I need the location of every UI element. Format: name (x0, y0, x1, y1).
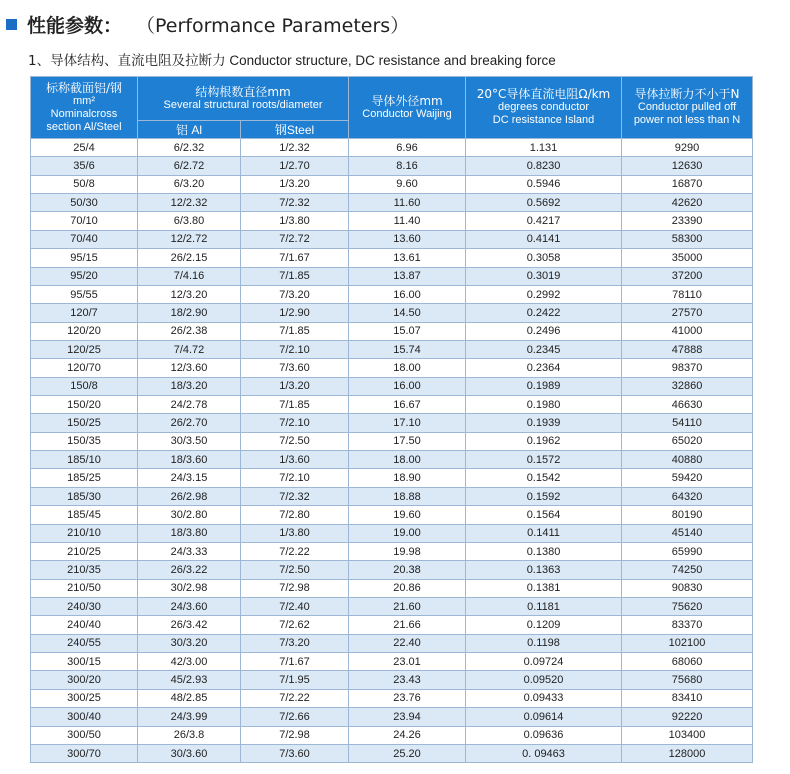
cell-dc-resistance: 0.1380 (466, 542, 622, 560)
cell-cross-section: 50/8 (31, 175, 138, 193)
cell-cross-section: 185/10 (31, 451, 138, 469)
cell-dc-resistance: 0.8230 (466, 157, 622, 175)
cell-breaking-force: 32860 (622, 377, 753, 395)
cell-steel-strands: 7/2.66 (241, 708, 349, 726)
header-breaking-force-en1: Conductor pulled off (637, 101, 737, 113)
cell-steel-strands: 1/3.60 (241, 451, 349, 469)
cell-al-strands: 30/3.50 (138, 432, 241, 450)
cell-outer-diameter: 16.00 (349, 285, 466, 303)
cell-breaking-force: 64320 (622, 487, 753, 505)
cell-breaking-force: 58300 (622, 230, 753, 248)
cell-cross-section: 150/20 (31, 396, 138, 414)
table-row (31, 340, 753, 358)
cell-breaking-force: 128000 (622, 744, 753, 762)
table-row (31, 487, 753, 505)
cell-steel-strands: 7/2.10 (241, 414, 349, 432)
cell-outer-diameter: 13.61 (349, 249, 466, 267)
title-chinese: 性能参数： (27, 14, 123, 37)
cell-outer-diameter: 19.60 (349, 506, 466, 524)
cell-steel-strands: 7/1.85 (241, 267, 349, 285)
cell-outer-diameter: 13.60 (349, 230, 466, 248)
cell-cross-section: 35/6 (31, 157, 138, 175)
cell-al-strands: 18/3.20 (138, 377, 241, 395)
cell-outer-diameter: 11.60 (349, 194, 466, 212)
cell-al-strands: 6/3.20 (138, 175, 241, 193)
header-structure-en: Several structural roots/diameter (163, 98, 323, 111)
cell-cross-section: 50/30 (31, 194, 138, 212)
header-structure-zh: 结构根数直径mm (195, 84, 291, 99)
cell-cross-section: 240/40 (31, 616, 138, 634)
cell-al-strands: 6/3.80 (138, 212, 241, 230)
cell-dc-resistance: 0.2992 (466, 285, 622, 303)
cell-dc-resistance: 0.4141 (466, 230, 622, 248)
cell-dc-resistance: 0.09614 (466, 708, 622, 726)
table-row (31, 653, 753, 671)
cell-outer-diameter: 25.20 (349, 744, 466, 762)
cell-cross-section: 120/20 (31, 322, 138, 340)
table-row (31, 414, 753, 432)
cell-dc-resistance: 0.1198 (466, 634, 622, 652)
cell-steel-strands: 7/2.22 (241, 542, 349, 560)
cell-outer-diameter: 23.43 (349, 671, 466, 689)
cell-dc-resistance: 0.1209 (466, 616, 622, 634)
header-breaking-force-zh: 导体拉断力不小于N (634, 87, 740, 101)
table-row (31, 542, 753, 560)
header-outer-diameter-zh: 导体外径mm (371, 93, 443, 108)
header-dc-resistance (466, 77, 622, 139)
table-row (31, 469, 753, 487)
cell-outer-diameter: 11.40 (349, 212, 466, 230)
cell-dc-resistance: 1.131 (466, 139, 622, 157)
cell-cross-section: 185/25 (31, 469, 138, 487)
cell-breaking-force: 46630 (622, 396, 753, 414)
cell-dc-resistance: 0.3058 (466, 249, 622, 267)
table-caption (28, 49, 556, 69)
cell-cross-section: 300/20 (31, 671, 138, 689)
table-row (31, 194, 753, 212)
section-title (6, 10, 409, 38)
cell-steel-strands: 7/2.50 (241, 561, 349, 579)
cell-cross-section: 210/35 (31, 561, 138, 579)
cell-al-strands: 18/2.90 (138, 304, 241, 322)
header-cross-section-en1: Nominalcross (50, 107, 118, 120)
cell-dc-resistance: 0.09636 (466, 726, 622, 744)
cell-al-strands: 12/2.72 (138, 230, 241, 248)
cell-steel-strands: 7/1.85 (241, 396, 349, 414)
cell-dc-resistance: 0.1592 (466, 487, 622, 505)
cell-cross-section: 210/50 (31, 579, 138, 597)
bullet-square-icon (6, 19, 17, 30)
cell-breaking-force: 9290 (622, 139, 753, 157)
cell-al-strands: 24/3.15 (138, 469, 241, 487)
cell-dc-resistance: 0.1572 (466, 451, 622, 469)
cell-outer-diameter: 15.74 (349, 340, 466, 358)
header-steel: 钢Steel (241, 121, 349, 139)
cell-outer-diameter: 20.86 (349, 579, 466, 597)
cell-dc-resistance: 0.1989 (466, 377, 622, 395)
cell-dc-resistance: 0.4217 (466, 212, 622, 230)
cell-breaking-force: 27570 (622, 304, 753, 322)
cell-cross-section: 300/50 (31, 726, 138, 744)
cell-dc-resistance: 0.1542 (466, 469, 622, 487)
cell-steel-strands: 7/3.60 (241, 744, 349, 762)
cell-cross-section: 150/8 (31, 377, 138, 395)
cell-steel-strands: 7/3.20 (241, 285, 349, 303)
cell-breaking-force: 75680 (622, 671, 753, 689)
cell-cross-section: 95/55 (31, 285, 138, 303)
cell-dc-resistance: 0.1181 (466, 597, 622, 615)
cell-breaking-force: 23390 (622, 212, 753, 230)
cell-al-strands: 26/2.98 (138, 487, 241, 505)
table-row (31, 506, 753, 524)
cell-steel-strands: 7/2.62 (241, 616, 349, 634)
cell-al-strands: 26/3.42 (138, 616, 241, 634)
header-aluminium: 铝 Al (138, 121, 241, 139)
cell-breaking-force: 47888 (622, 340, 753, 358)
cell-outer-diameter: 20.38 (349, 561, 466, 579)
cell-steel-strands: 7/2.10 (241, 469, 349, 487)
cell-cross-section: 150/35 (31, 432, 138, 450)
cell-breaking-force: 80190 (622, 506, 753, 524)
cell-dc-resistance: 0.2422 (466, 304, 622, 322)
cell-steel-strands: 7/1.85 (241, 322, 349, 340)
cell-breaking-force: 83410 (622, 689, 753, 707)
table-row (31, 432, 753, 450)
cell-al-strands: 30/3.60 (138, 744, 241, 762)
cell-cross-section: 185/30 (31, 487, 138, 505)
table-row (31, 726, 753, 744)
header-outer-diameter (349, 77, 466, 139)
cell-outer-diameter: 13.87 (349, 267, 466, 285)
cell-cross-section: 70/40 (31, 230, 138, 248)
title-english: （Performance Parameters） (136, 14, 410, 37)
cell-cross-section: 300/15 (31, 653, 138, 671)
cell-outer-diameter: 16.00 (349, 377, 466, 395)
cell-al-strands: 42/3.00 (138, 653, 241, 671)
cell-outer-diameter: 22.40 (349, 634, 466, 652)
cell-cross-section: 150/25 (31, 414, 138, 432)
cell-dc-resistance: 0.5946 (466, 175, 622, 193)
cell-dc-resistance: 0.09433 (466, 689, 622, 707)
cell-dc-resistance: 0.1980 (466, 396, 622, 414)
table-row (31, 359, 753, 377)
cell-outer-diameter: 18.90 (349, 469, 466, 487)
cell-cross-section: 25/4 (31, 139, 138, 157)
cell-steel-strands: 1/3.20 (241, 377, 349, 395)
cell-outer-diameter: 21.66 (349, 616, 466, 634)
cell-outer-diameter: 23.94 (349, 708, 466, 726)
cell-outer-diameter: 17.50 (349, 432, 466, 450)
cell-cross-section: 240/55 (31, 634, 138, 652)
table-row (31, 396, 753, 414)
cell-breaking-force: 83370 (622, 616, 753, 634)
cell-dc-resistance: 0.1564 (466, 506, 622, 524)
table-row (31, 597, 753, 615)
cell-dc-resistance: 0.1411 (466, 524, 622, 542)
table-row (31, 267, 753, 285)
cell-cross-section: 120/25 (31, 340, 138, 358)
cell-dc-resistance: 0.2496 (466, 322, 622, 340)
cell-breaking-force: 40880 (622, 451, 753, 469)
cell-outer-diameter: 8.16 (349, 157, 466, 175)
cell-cross-section: 95/20 (31, 267, 138, 285)
cell-outer-diameter: 19.00 (349, 524, 466, 542)
table-row (31, 157, 753, 175)
cell-breaking-force: 41000 (622, 322, 753, 340)
cell-outer-diameter: 19.98 (349, 542, 466, 560)
cell-al-strands: 12/3.20 (138, 285, 241, 303)
cell-steel-strands: 1/3.80 (241, 524, 349, 542)
header-breaking-force-en2: power not less than N (633, 114, 741, 126)
header-dc-resistance-zh: 20°C导体直流电阻Ω/km (476, 87, 611, 101)
cell-steel-strands: 7/2.32 (241, 194, 349, 212)
cell-dc-resistance: 0.5692 (466, 194, 622, 212)
cell-outer-diameter: 21.60 (349, 597, 466, 615)
cell-al-strands: 24/3.33 (138, 542, 241, 560)
cell-breaking-force: 92220 (622, 708, 753, 726)
cell-dc-resistance: 0.1939 (466, 414, 622, 432)
cell-dc-resistance: 0.09520 (466, 671, 622, 689)
header-cross-section-en2: section Al/Steel (46, 120, 122, 133)
cell-breaking-force: 42620 (622, 194, 753, 212)
table-row (31, 744, 753, 762)
cell-steel-strands: 7/1.95 (241, 671, 349, 689)
cell-dc-resistance: 0.1381 (466, 579, 622, 597)
cell-steel-strands: 1/2.70 (241, 157, 349, 175)
cell-steel-strands: 7/2.72 (241, 230, 349, 248)
cell-steel-strands: 1/3.20 (241, 175, 349, 193)
cell-steel-strands: 7/2.32 (241, 487, 349, 505)
table-body (31, 139, 753, 763)
cell-breaking-force: 16870 (622, 175, 753, 193)
cell-al-strands: 12/3.60 (138, 359, 241, 377)
cell-breaking-force: 37200 (622, 267, 753, 285)
cell-al-strands: 12/2.32 (138, 194, 241, 212)
cell-steel-strands: 1/2.90 (241, 304, 349, 322)
table-row (31, 377, 753, 395)
cell-outer-diameter: 6.96 (349, 139, 466, 157)
cell-dc-resistance: 0.2364 (466, 359, 622, 377)
cell-breaking-force: 102100 (622, 634, 753, 652)
table-row (31, 579, 753, 597)
table-row (31, 524, 753, 542)
cell-al-strands: 24/2.78 (138, 396, 241, 414)
cell-al-strands: 26/3.8 (138, 726, 241, 744)
cell-outer-diameter: 18.88 (349, 487, 466, 505)
table-row (31, 561, 753, 579)
cell-outer-diameter: 17.10 (349, 414, 466, 432)
cell-al-strands: 30/2.98 (138, 579, 241, 597)
table-row (31, 322, 753, 340)
table-row (31, 230, 753, 248)
table-row (31, 451, 753, 469)
cell-dc-resistance: 0. 09463 (466, 744, 622, 762)
cell-al-strands: 18/3.60 (138, 451, 241, 469)
cell-al-strands: 26/2.38 (138, 322, 241, 340)
cell-al-strands: 6/2.32 (138, 139, 241, 157)
cell-steel-strands: 7/2.80 (241, 506, 349, 524)
performance-table (30, 76, 753, 763)
cell-cross-section: 300/70 (31, 744, 138, 762)
cell-outer-diameter: 15.07 (349, 322, 466, 340)
cell-steel-strands: 7/2.10 (241, 340, 349, 358)
cell-dc-resistance: 0.3019 (466, 267, 622, 285)
header-dc-resistance-en1: degrees conductor (497, 101, 590, 113)
cell-cross-section: 185/45 (31, 506, 138, 524)
cell-outer-diameter: 16.67 (349, 396, 466, 414)
cell-cross-section: 120/7 (31, 304, 138, 322)
cell-breaking-force: 65990 (622, 542, 753, 560)
cell-cross-section: 210/25 (31, 542, 138, 560)
header-breaking-force (622, 77, 753, 139)
cell-outer-diameter: 24.26 (349, 726, 466, 744)
cell-steel-strands: 7/1.67 (241, 249, 349, 267)
cell-dc-resistance: 0.2345 (466, 340, 622, 358)
table-row (31, 304, 753, 322)
cell-breaking-force: 65020 (622, 432, 753, 450)
cell-al-strands: 48/2.85 (138, 689, 241, 707)
cell-dc-resistance: 0.1962 (466, 432, 622, 450)
table-row (31, 634, 753, 652)
cell-steel-strands: 7/2.98 (241, 726, 349, 744)
cell-al-strands: 26/2.15 (138, 249, 241, 267)
table-row (31, 708, 753, 726)
table-row (31, 212, 753, 230)
cell-breaking-force: 54110 (622, 414, 753, 432)
cell-breaking-force: 12630 (622, 157, 753, 175)
cell-al-strands: 45/2.93 (138, 671, 241, 689)
header-cross-section-unit: mm² (73, 94, 95, 107)
cell-breaking-force: 68060 (622, 653, 753, 671)
header-cross-section (31, 77, 138, 139)
cell-al-strands: 7/4.72 (138, 340, 241, 358)
cell-outer-diameter: 23.01 (349, 653, 466, 671)
table-row (31, 175, 753, 193)
cell-breaking-force: 98370 (622, 359, 753, 377)
header-outer-diameter-en: Conductor Waijing (362, 107, 452, 120)
cell-steel-strands: 7/3.60 (241, 359, 349, 377)
cell-dc-resistance: 0.09724 (466, 653, 622, 671)
caption-english: Conductor structure, DC resistance and breaking force (225, 53, 556, 68)
cell-steel-strands: 7/2.40 (241, 597, 349, 615)
table-row (31, 139, 753, 157)
cell-al-strands: 30/3.20 (138, 634, 241, 652)
cell-steel-strands: 7/2.98 (241, 579, 349, 597)
cell-breaking-force: 74250 (622, 561, 753, 579)
cell-steel-strands: 7/2.50 (241, 432, 349, 450)
cell-steel-strands: 1/3.80 (241, 212, 349, 230)
table-row (31, 689, 753, 707)
cell-cross-section: 300/25 (31, 689, 138, 707)
cell-cross-section: 70/10 (31, 212, 138, 230)
cell-outer-diameter: 9.60 (349, 175, 466, 193)
cell-outer-diameter: 18.00 (349, 451, 466, 469)
table-row (31, 285, 753, 303)
cell-outer-diameter: 14.50 (349, 304, 466, 322)
cell-cross-section: 120/70 (31, 359, 138, 377)
cell-breaking-force: 45140 (622, 524, 753, 542)
cell-breaking-force: 59420 (622, 469, 753, 487)
header-cross-section-zh: 标称截面铝/钢 (45, 80, 123, 95)
cell-al-strands: 18/3.80 (138, 524, 241, 542)
cell-cross-section: 300/40 (31, 708, 138, 726)
cell-cross-section: 95/15 (31, 249, 138, 267)
header-structure (138, 77, 349, 121)
table-row (31, 616, 753, 634)
table-row (31, 671, 753, 689)
caption-chinese: 1、导体结构、直流电阻及拉断力 (28, 53, 226, 69)
cell-cross-section: 210/10 (31, 524, 138, 542)
cell-al-strands: 26/2.70 (138, 414, 241, 432)
cell-breaking-force: 78110 (622, 285, 753, 303)
cell-breaking-force: 75620 (622, 597, 753, 615)
cell-breaking-force: 35000 (622, 249, 753, 267)
cell-al-strands: 7/4.16 (138, 267, 241, 285)
cell-cross-section: 240/30 (31, 597, 138, 615)
table-row (31, 249, 753, 267)
cell-outer-diameter: 23.76 (349, 689, 466, 707)
cell-al-strands: 24/3.99 (138, 708, 241, 726)
header-dc-resistance-en2: DC resistance Island (492, 114, 595, 126)
cell-breaking-force: 90830 (622, 579, 753, 597)
cell-steel-strands: 7/1.67 (241, 653, 349, 671)
cell-steel-strands: 7/2.22 (241, 689, 349, 707)
cell-al-strands: 26/3.22 (138, 561, 241, 579)
cell-breaking-force: 103400 (622, 726, 753, 744)
cell-al-strands: 6/2.72 (138, 157, 241, 175)
cell-dc-resistance: 0.1363 (466, 561, 622, 579)
cell-al-strands: 30/2.80 (138, 506, 241, 524)
cell-steel-strands: 7/3.20 (241, 634, 349, 652)
cell-outer-diameter: 18.00 (349, 359, 466, 377)
cell-steel-strands: 1/2.32 (241, 139, 349, 157)
cell-al-strands: 24/3.60 (138, 597, 241, 615)
